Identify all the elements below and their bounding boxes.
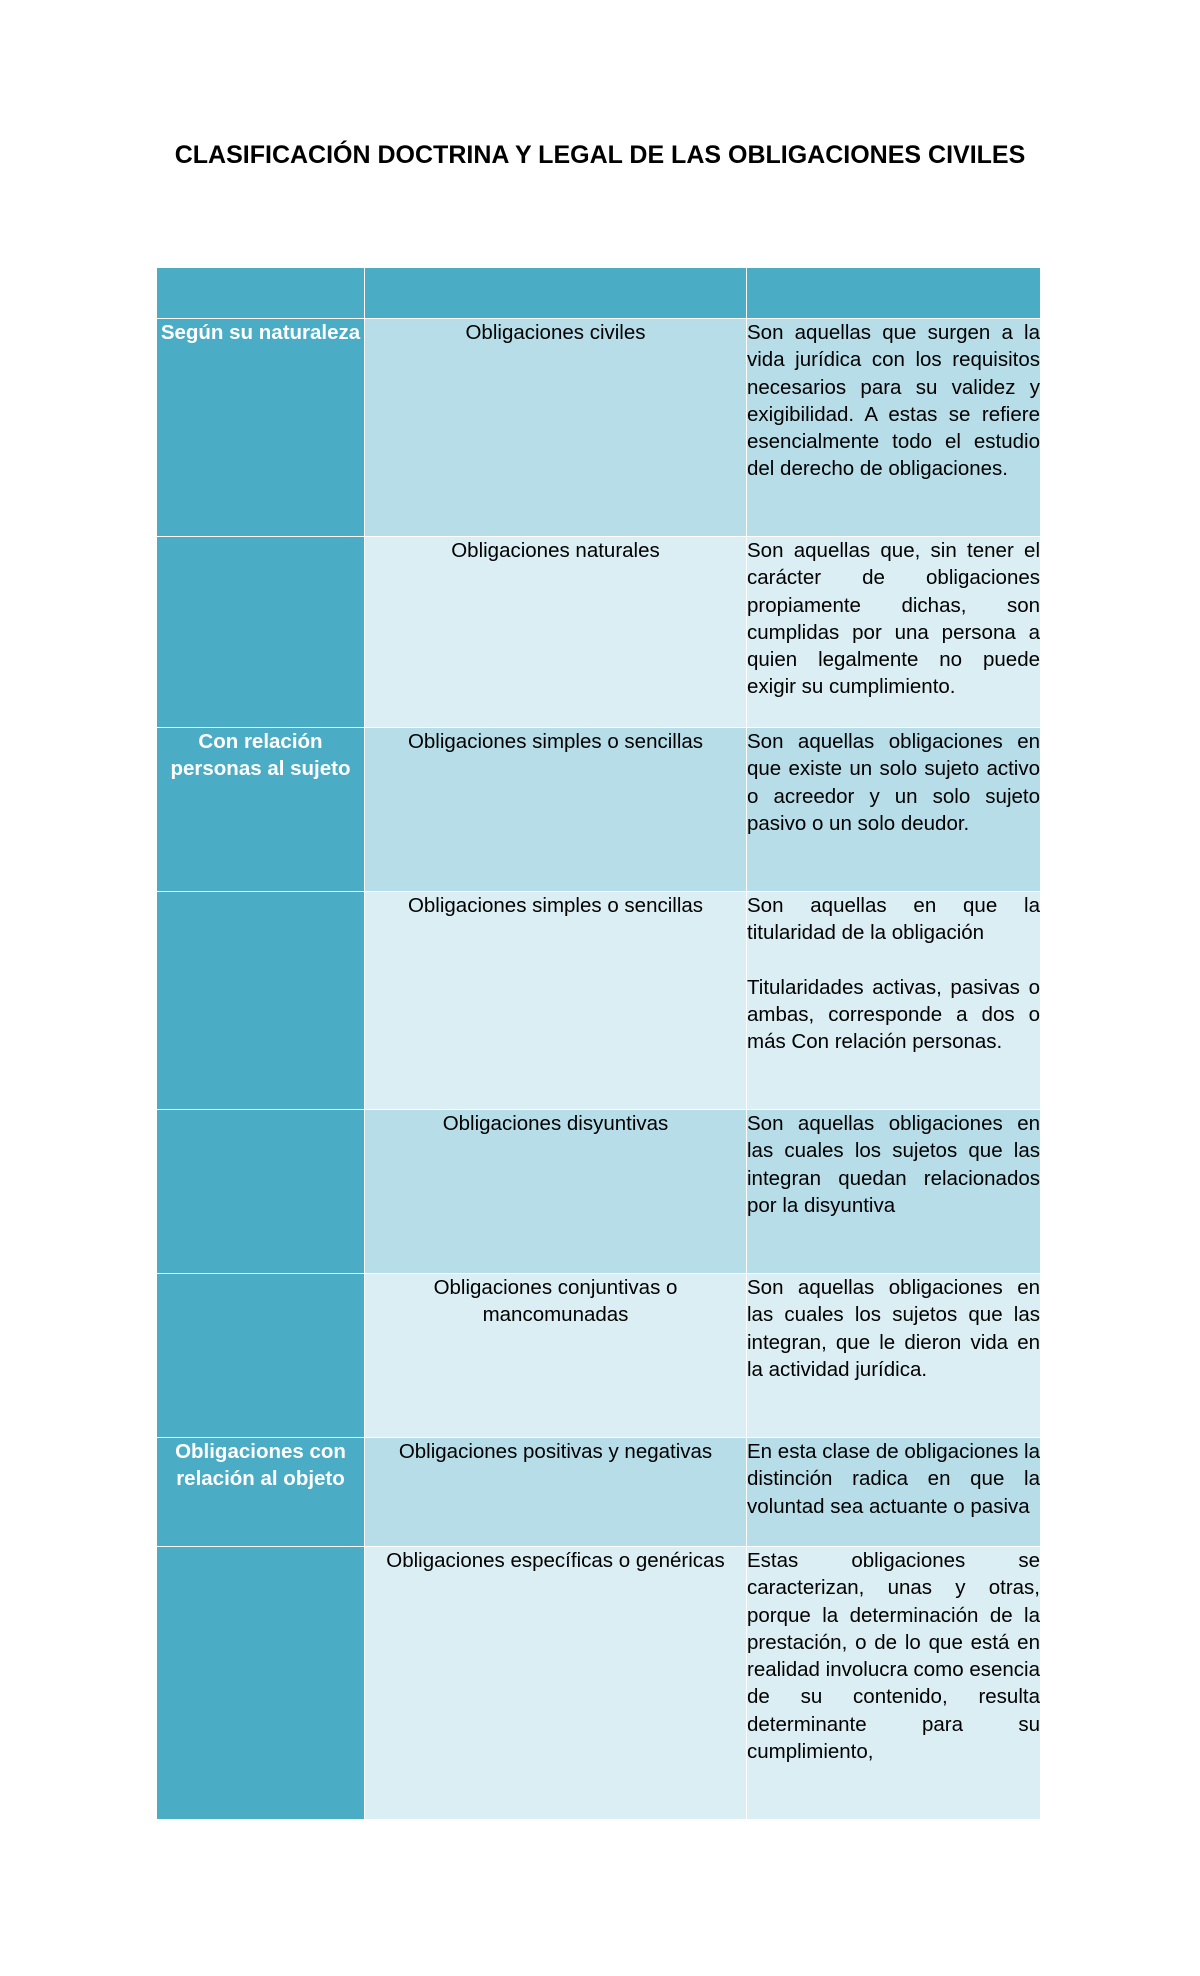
description-cell: Son aquellas obligaciones en las cuales los sujetos que las integran, que le dieron vida en la actividad jurídica.: [747, 1274, 1041, 1438]
category-cell: Según su naturaleza: [157, 319, 365, 537]
table-row: [157, 319, 1041, 537]
category-cell: Obligaciones con relación al objeto: [157, 1438, 365, 1547]
description-cell: Son aquellas que surgen a la vida jurídica con los requisitos necesarios para su validez y exigibilidad. A estas se refiere esencialmente todo el estudio del derecho de obligaciones.: [747, 319, 1041, 537]
obligation-name-cell: Obligaciones disyuntivas: [365, 1110, 747, 1274]
obligation-name-cell: Obligaciones civiles: [365, 319, 747, 537]
description-cell: [747, 892, 1041, 1110]
obligation-name-cell: Obligaciones conjuntivas o mancomunadas: [365, 1274, 747, 1438]
table-row: [157, 1274, 1041, 1438]
table-row: [157, 1110, 1041, 1274]
category-cell: [157, 892, 365, 1110]
category-cell: [157, 1547, 365, 1820]
category-cell: [157, 1274, 365, 1438]
classification-table: [156, 267, 1041, 1820]
table-row: [157, 537, 1041, 728]
description-paragraph: Titularidades activas, pasivas o ambas, corresponde a dos o más Con relación personas.: [747, 975, 1040, 1054]
category-cell: [157, 1110, 365, 1274]
description-cell: En esta clase de obligaciones la distinción radica en que la voluntad sea actuante o pasiva: [747, 1438, 1041, 1547]
description-cell: Son aquellas que, sin tener el carácter de obligaciones propiamente dichas, son cumplidas por una persona a quien legalmente no puede exigir su cumplimiento.: [747, 537, 1041, 728]
obligation-name-cell: Obligaciones específicas o genéricas: [365, 1547, 747, 1820]
obligation-name-cell: Obligaciones simples o sencillas: [365, 728, 747, 892]
category-cell: Con relación personas al sujeto: [157, 728, 365, 892]
description-cell: Son aquellas obligaciones en las cuales los sujetos que las integran quedan relacionados por la disyuntiva: [747, 1110, 1041, 1274]
table-row: [157, 1438, 1041, 1547]
description-cell: Estas obligaciones se caracterizan, unas y otras, porque la determinación de la prestación, o de lo que está en realidad involucra como esencia de su contenido, resulta determinante para su cumplimiento,: [747, 1547, 1041, 1820]
table-row: [157, 1547, 1041, 1820]
table-header-row: [157, 268, 1041, 319]
obligation-name-cell: Obligaciones simples o sencillas: [365, 892, 747, 1110]
table-row: [157, 892, 1041, 1110]
header-cell: [365, 268, 747, 319]
header-cell: [747, 268, 1041, 319]
description-paragraph: Son aquellas en que la titularidad de la obligación: [747, 894, 1040, 945]
category-cell: [157, 537, 365, 728]
obligation-name-cell: Obligaciones naturales: [365, 537, 747, 728]
page-title: CLASIFICACIÓN DOCTRINA Y LEGAL DE LAS OBLIGACIONES CIVILES: [174, 141, 1026, 169]
table-row: [157, 728, 1041, 892]
header-cell: [157, 268, 365, 319]
description-cell: Son aquellas obligaciones en que existe un solo sujeto activo o acreedor y un solo sujeto pasivo o un solo deudor.: [747, 728, 1041, 892]
obligation-name-cell: Obligaciones positivas y negativas: [365, 1438, 747, 1547]
